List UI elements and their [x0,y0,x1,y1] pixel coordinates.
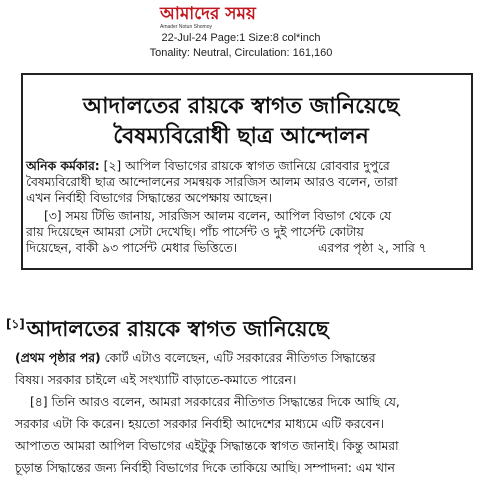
article-headline-line-1: আদালতের রায়কে স্বাগত জানিয়েছে [82,94,400,119]
article-line-4: [৩] সময় টিভি জানায়, সারজিস আলম বলেন, আপিল বিভাগ থেকে যে [44,209,392,223]
newspaper-masthead [160,4,328,30]
article-line-1 [26,158,390,174]
article-line-2: বৈষম্যবিরোধী ছাত্র আন্দোলনের সমন্বয়ক সারজিস আলম আরও বলেন, তারা [26,175,398,189]
clipping-meta-line-2: Tonality: Neutral, Circulation: 161,160 [149,47,333,59]
continuation-line-1 [15,350,375,366]
article-continued-note: এরপর পৃষ্ঠা ২, সারি ৭ [318,241,427,255]
article-line-1-text: [২] আপিল বিভাগের রায়কে স্বাগত জানিয়ে রোববার দুপুরে [99,159,390,173]
continuation-line-2: বিষয়। সরকার চাইলে এই সংখ্যাটি বাড়াতে-কমাতে পারেন। [15,373,297,387]
continuation-line-6: চূড়ান্ত সিদ্ধান্তের জন্য নির্বাহী বিভাগের দিকে তাকিয়ে আছি। সম্পাদনা: এম খান [15,461,395,475]
continuation-line-5: আপাতত আমরা আপিল বিভাগের এইটুকু সিদ্ধান্তকে স্বাগত জানাই। কিন্তু আমরা [15,439,399,453]
article-line-3: এখন নির্বাহী বিভাগের সিদ্ধান্তের অপেক্ষায় আছেন। [26,191,273,205]
continuation-mark: [১] [6,317,25,331]
continuation-headline: আদালতের রায়কে স্বাগত জানিয়েছে [26,317,329,341]
continuation-from-label: (প্রথম পৃষ্ঠার পর) [15,351,101,365]
continuation-line-3: [৪] তিনি আরও বলেন, আমরা সরকারের নীতিগত সিদ্ধান্তের দিকে আছি যে, [30,395,400,409]
article-line-5: রায় দিয়েছেন আমরা সেটা দেখেছি। পাঁচ পার্সেন্ট ও দুই পার্সেন্ট কোটায় [26,225,364,239]
article-byline: অনিক কর্মকার: [26,159,100,173]
continuation-line-1-text: কোর্ট এটাও বলেছেন, এটি সরকারের নীতিগত সিদ্ধান্তের [100,351,376,365]
masthead-subtitle: Amader Notun Shomoy [160,24,212,30]
continuation-line-4: সরকার এটা কি করেন। হয়তো সরকার নির্বাহী আদেশের মাধ্যমে এটি করবেন। [15,417,385,431]
article-headline-line-2: বৈষম্যবিরোধী ছাত্র আন্দোলন [113,124,369,149]
clipping-meta-line-1: 22-Jul-24 Page:1 Size:8 col*inch [161,32,321,44]
article-line-6: দিয়েছেন, বাকী ৯৩ পার্সেন্ট মেধার ভিত্তিতে। [26,241,238,255]
continuation-headline-row [6,313,329,348]
masthead-logo-text: আমাদের সময় [160,4,256,24]
